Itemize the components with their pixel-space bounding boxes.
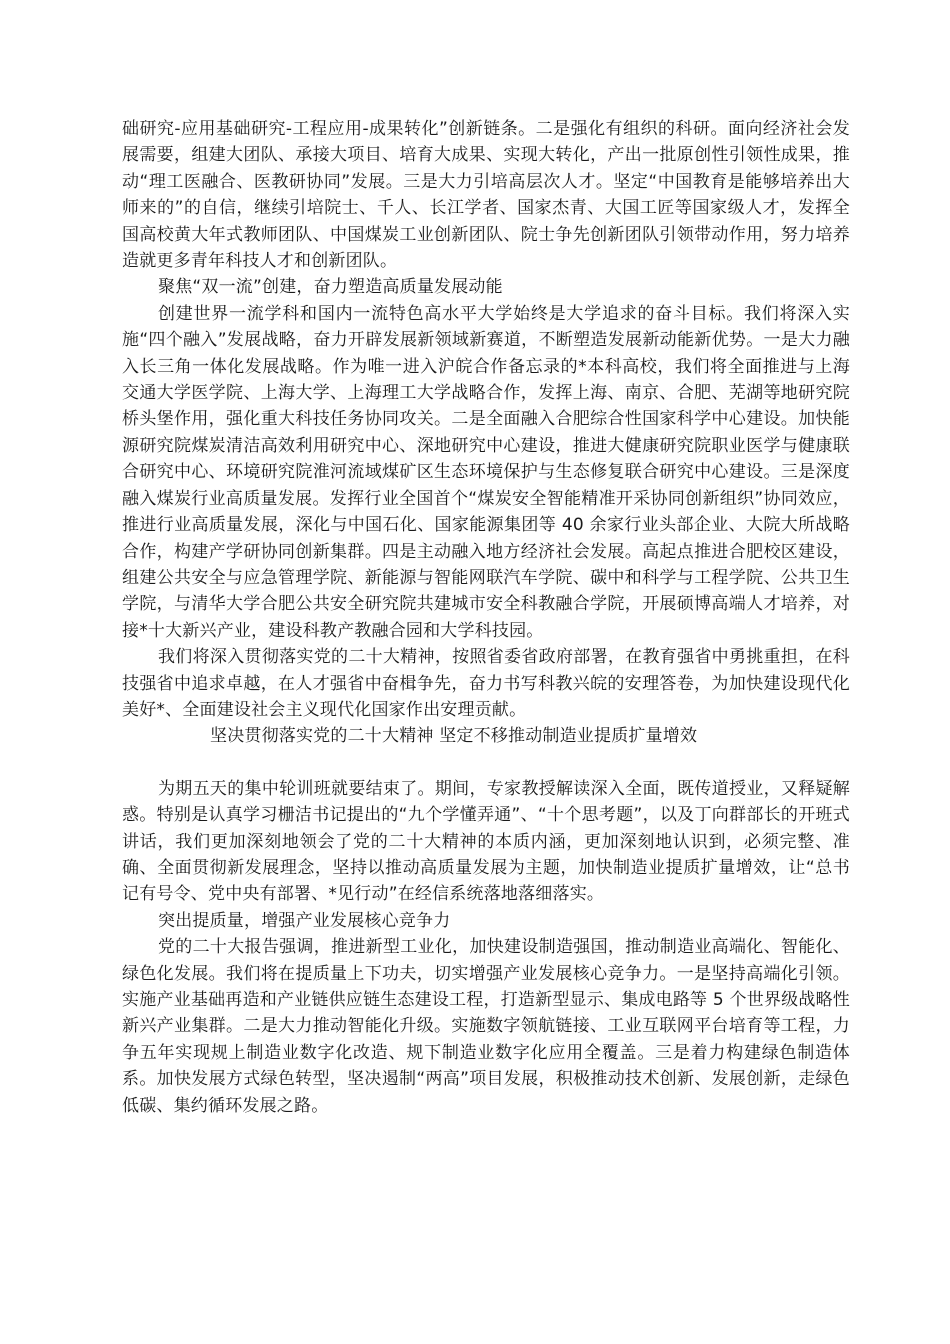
paragraph-training-summary: 为期五天的集中轮训班就要结束了。期间，专家教授解读深入全面，既传道授业，又释疑解惑。特别是认真学习栅洁书记提出的“九个学懂弄通”、“十个思考题”，以及丁向群部长的开班式讲话，我们更加深刻地领会了党的二十大精神的本质内涵，更加深刻地认识到，必须完整、准确、全面贯彻新发展理念，坚持以推动高质量发展为主题，加快制造业提质扩量增效，让“总书记有号令、党中央有部署、*见行动”在经信系统落地落细落实。 [122, 778, 850, 905]
blank-line [122, 750, 850, 776]
paragraph-four-integrations: 创建世界一流学科和国内一流特色高水平大学始终是大学追求的奋斗目标。我们将深入实施“四个融入”发展战略，奋力开辟发展新领域新赛道，不断塑造发展新动能新优势。一是大力融入长三角一体化发展战略。作为唯一进入沪皖合作备忘录的*本科高校，我们将全面推进与上海交通大学医学院、上海大学、上海理工大学战略合作，发挥上海、南京、合肥、芜湖等地研究院桥头堡作用，强化重大科技任务协同攻关。二是全面融入合肥综合性国家科学中心建设。加快能源研究院煤炭清洁高效利用研究中心、深地研究中心建设，推进大健康研究院职业医学与健康联合研究中心、环境研究院淮河流域煤矿区生态环境保护与生态修复联合研究中心建设。三是深度融入煤炭行业高质量发展。发挥行业全国首个“煤炭安全智能精准开采协同创新组织”协同效应，推进行业高质量发展，深化与中国石化、国家能源集团等 40 余家行业头部企业、大院大所战略合作，构建产学研协同创新集群。四是主动融入地方经济社会发展。高起点推进合肥校区建设，组建公共安全与应急管理学院、新能源与智能网联汽车学院、碳中和科学与工程学院、公共卫生学院，与清华大学合肥公共安全研究院共建城市安全科教融合学院，开展硕博高端人才培养，对接*十大新兴产业，建设科教产教融合园和大学科技园。 [122, 303, 850, 641]
section-heading-double-first-class: 聚焦“双一流”创建，奋力塑造高质量发展动能 [158, 277, 503, 298]
paragraph-research-chain: 础研究-应用基础研究-工程应用-成果转化”创新链条。二是强化有组织的科研。面向经济社会发展需要，组建大团队、承接大项目、培育大成果、实现大转化，产出一批原创性引领性成果，推动“理工医融合、医教研协同”发展。三是大力引培高层次人才。坚定“中国教育是能够培养出大师来的”的自信，继续引培院士、千人、长江学者、国家杰青、大国工匠等国家级人才，发挥全国高校黄大年式教师团队、中国煤炭工业创新团队、院士争先创新团队引领带动作用，努力培养造就更多青年科技人才和创新团队。 [122, 119, 850, 272]
paragraph-conclusion: 我们将深入贯彻落实党的二十大精神，按照省委省政府部署，在教育强省中勇挑重担，在科技强省中追求卓越，在人才强省中奋楫争先，奋力书写科教兴皖的安理答卷，为加快建设现代化美好*、全面建设社会主义现代化国家作出安理贡献。 [122, 647, 850, 720]
document-body [122, 116, 850, 1119]
section-heading-quality: 突出提质量，增强产业发展核心竞争力 [158, 910, 451, 931]
article-title: 坚决贯彻落实党的二十大精神 坚定不移推动制造业提质扩量增效 [210, 726, 698, 747]
paragraph-manufacturing: 党的二十大报告强调，推进新型工业化，加快建设制造强国，推动制造业高端化、智能化、绿色化发展。我们将在提质量上下功夫，切实增强产业发展核心竞争力。一是坚持高端化引领。实施产业基础再造和产业链供应链生态建设工程，打造新型显示、集成电路等 5 个世界级战略性新兴产业集群。二是大力推动智能化升级。实施数字领航链接、工业互联网平台培育等工程，力争五年实现规上制造业数字化改造、规下制造业数字化应用全覆盖。三是着力构建绿色制造体系。加快发展方式绿色转型，坚决遏制“两高”项目发展，积极推动技术创新、发展创新，走绿色低碳、集约循环发展之路。 [122, 937, 850, 1116]
